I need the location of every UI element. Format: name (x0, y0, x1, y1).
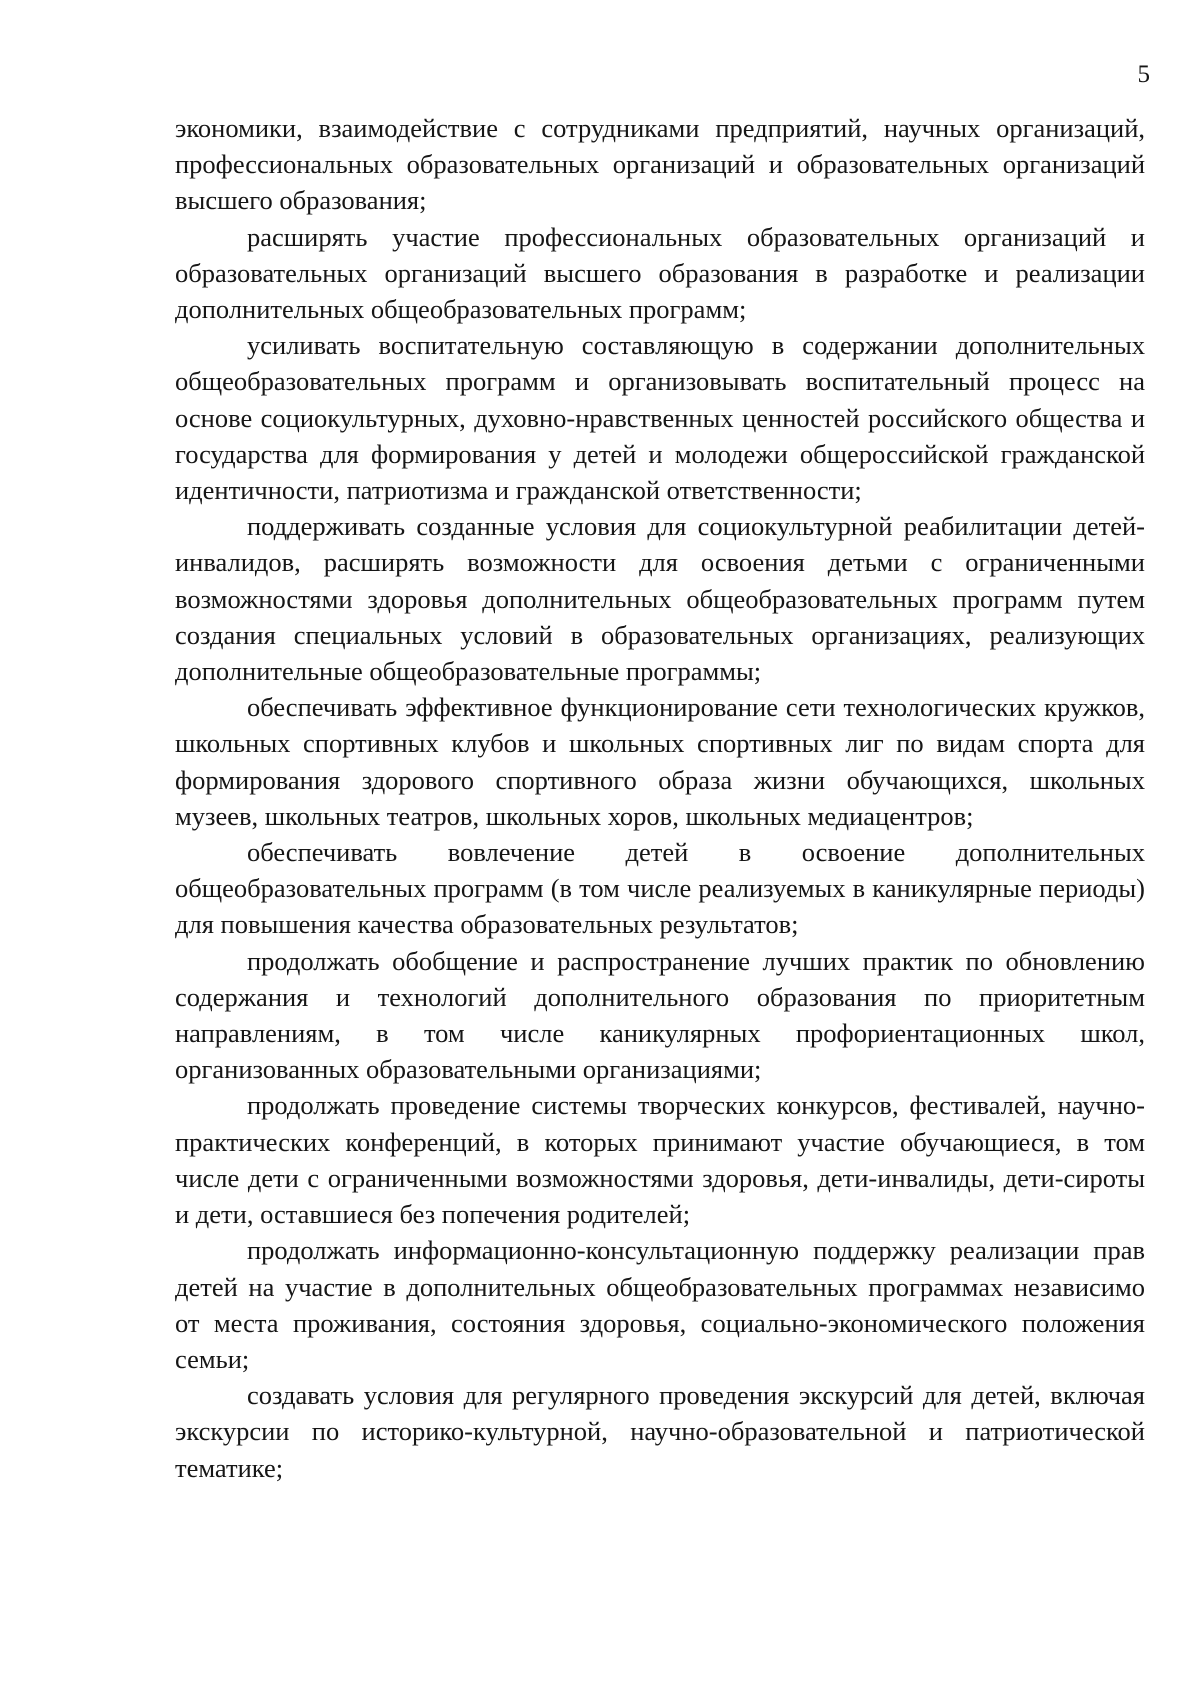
paragraph-10: создавать условия для регулярного проведения экскурсий для детей, включая экскурсии по историко-культурной, научно-образовательной и патриотической тематике; (175, 1380, 1145, 1483)
paragraph-5: обеспечивать эффективное функционирование сети технологических кружков, школьных спортивных клубов и школьных спортивных лиг по видам спорта для формирования здорового спортивного образа жизни обучающихся, школьных музеев, школьных театров, школьных хоров, школьных медиацентров; (175, 692, 1145, 831)
paragraph-6: обеспечивать вовлечение детей в освоение дополнительных общеобразовательных программ (в том числе реализуемых в каникулярные периоды) для повышения качества образовательных результатов; (175, 837, 1145, 940)
paragraph-9: продолжать информационно-консультационную поддержку реализации прав детей на участие в дополнительных общеобразовательных программах независимо от места проживания, состояния здоровья, социально-экономического положения семьи; (175, 1235, 1145, 1374)
paragraph-7: продолжать обобщение и распространение лучших практик по обновлению содержания и технологий дополнительного образования по приоритетным направлениям, в том числе каникулярных профориентационных школ, организованных образовательными организациями; (175, 945, 1145, 1085)
paragraph-4: поддерживать созданные условия для социокультурной реабилитации детей-инвалидов, расширять возможности для освоения детьми с ограниченными возможностями здоровья дополнительных общеобразовательных программ путем создания специальных условий в образовательных организациях, реализующих дополнительные общеобразовательные программы; (175, 511, 1145, 687)
page-number: 5 (1137, 61, 1150, 88)
paragraph-3: усиливать воспитательную составляющую в содержании дополнительных общеобразовательных программ и организовывать воспитательный процесс на основе социокультурных, духовно-нравственных ценностей российского общества и государства для формирования у детей и молодежи общероссийской гражданской идентичности, патриотизма и гражданской ответственности; (175, 330, 1145, 506)
paragraph-8: продолжать проведение системы творческих конкурсов, фестивалей, научно-практических конференций, в которых принимают участие обучающиеся, в том числе дети с ограниченными возможностями здоровья, дети-инвалиды, дети-сироты и дети, оставшиеся без попечения родителей; (175, 1090, 1145, 1230)
paragraph-1: экономики, взаимодействие с сотрудниками предприятий, научных организаций, профессиональных образовательных организаций и образовательных организаций высшего образования; (175, 113, 1145, 216)
paragraph-2: расширять участие профессиональных образовательных организаций и образовательных организаций высшего образования в разработке и реализации дополнительных общеобразовательных программ; (175, 221, 1145, 325)
document-body (175, 110, 1145, 1486)
